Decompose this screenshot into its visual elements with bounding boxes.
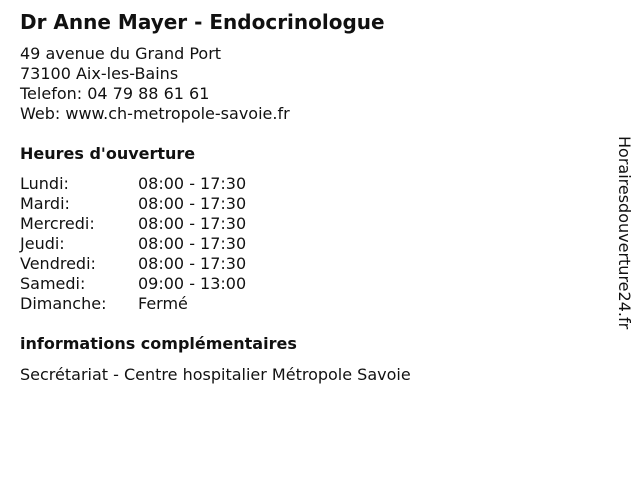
day-label: Samedi:	[20, 274, 86, 293]
hours-row-friday	[20, 254, 246, 274]
street-address: 49 avenue du Grand Port	[20, 44, 222, 63]
time-value: Fermé	[138, 294, 188, 313]
hours-row-wednesday	[20, 214, 246, 234]
info-text: Secrétariat - Centre hospitalier Métropole Savoie	[20, 365, 411, 384]
hours-row-saturday	[20, 274, 246, 294]
time-value: 09:00 - 13:00	[138, 274, 247, 293]
time-value: 08:00 - 17:30	[138, 194, 247, 213]
website-link[interactable]: Web: www.ch-metropole-savoie.fr	[20, 104, 290, 123]
time-value: 08:00 - 17:30	[138, 254, 247, 273]
day-label: Lundi:	[20, 174, 69, 193]
day-label: Vendredi:	[20, 254, 96, 273]
hours-row-sunday	[20, 294, 246, 314]
time-value: 08:00 - 17:30	[138, 234, 247, 253]
day-label: Mercredi:	[20, 214, 95, 233]
day-label: Dimanche:	[20, 294, 107, 313]
hours-row-tuesday	[20, 194, 246, 214]
phone-number: Telefon: 04 79 88 61 61	[20, 84, 210, 103]
address-block	[20, 44, 290, 124]
hours-row-monday	[20, 174, 246, 194]
time-value: 08:00 - 17:30	[138, 214, 247, 233]
time-value: 08:00 - 17:30	[138, 174, 247, 193]
page-title: Dr Anne Mayer - Endocrinologue	[20, 10, 385, 34]
hours-heading: Heures d'ouverture	[20, 144, 196, 163]
day-label: Jeudi:	[20, 234, 65, 253]
hours-table	[20, 174, 246, 314]
city-address: 73100 Aix-les-Bains	[20, 64, 179, 83]
day-label: Mardi:	[20, 194, 70, 213]
info-heading: informations complémentaires	[20, 334, 297, 353]
site-watermark: Horairesdouverture24.fr	[615, 136, 634, 330]
hours-row-thursday	[20, 234, 246, 254]
